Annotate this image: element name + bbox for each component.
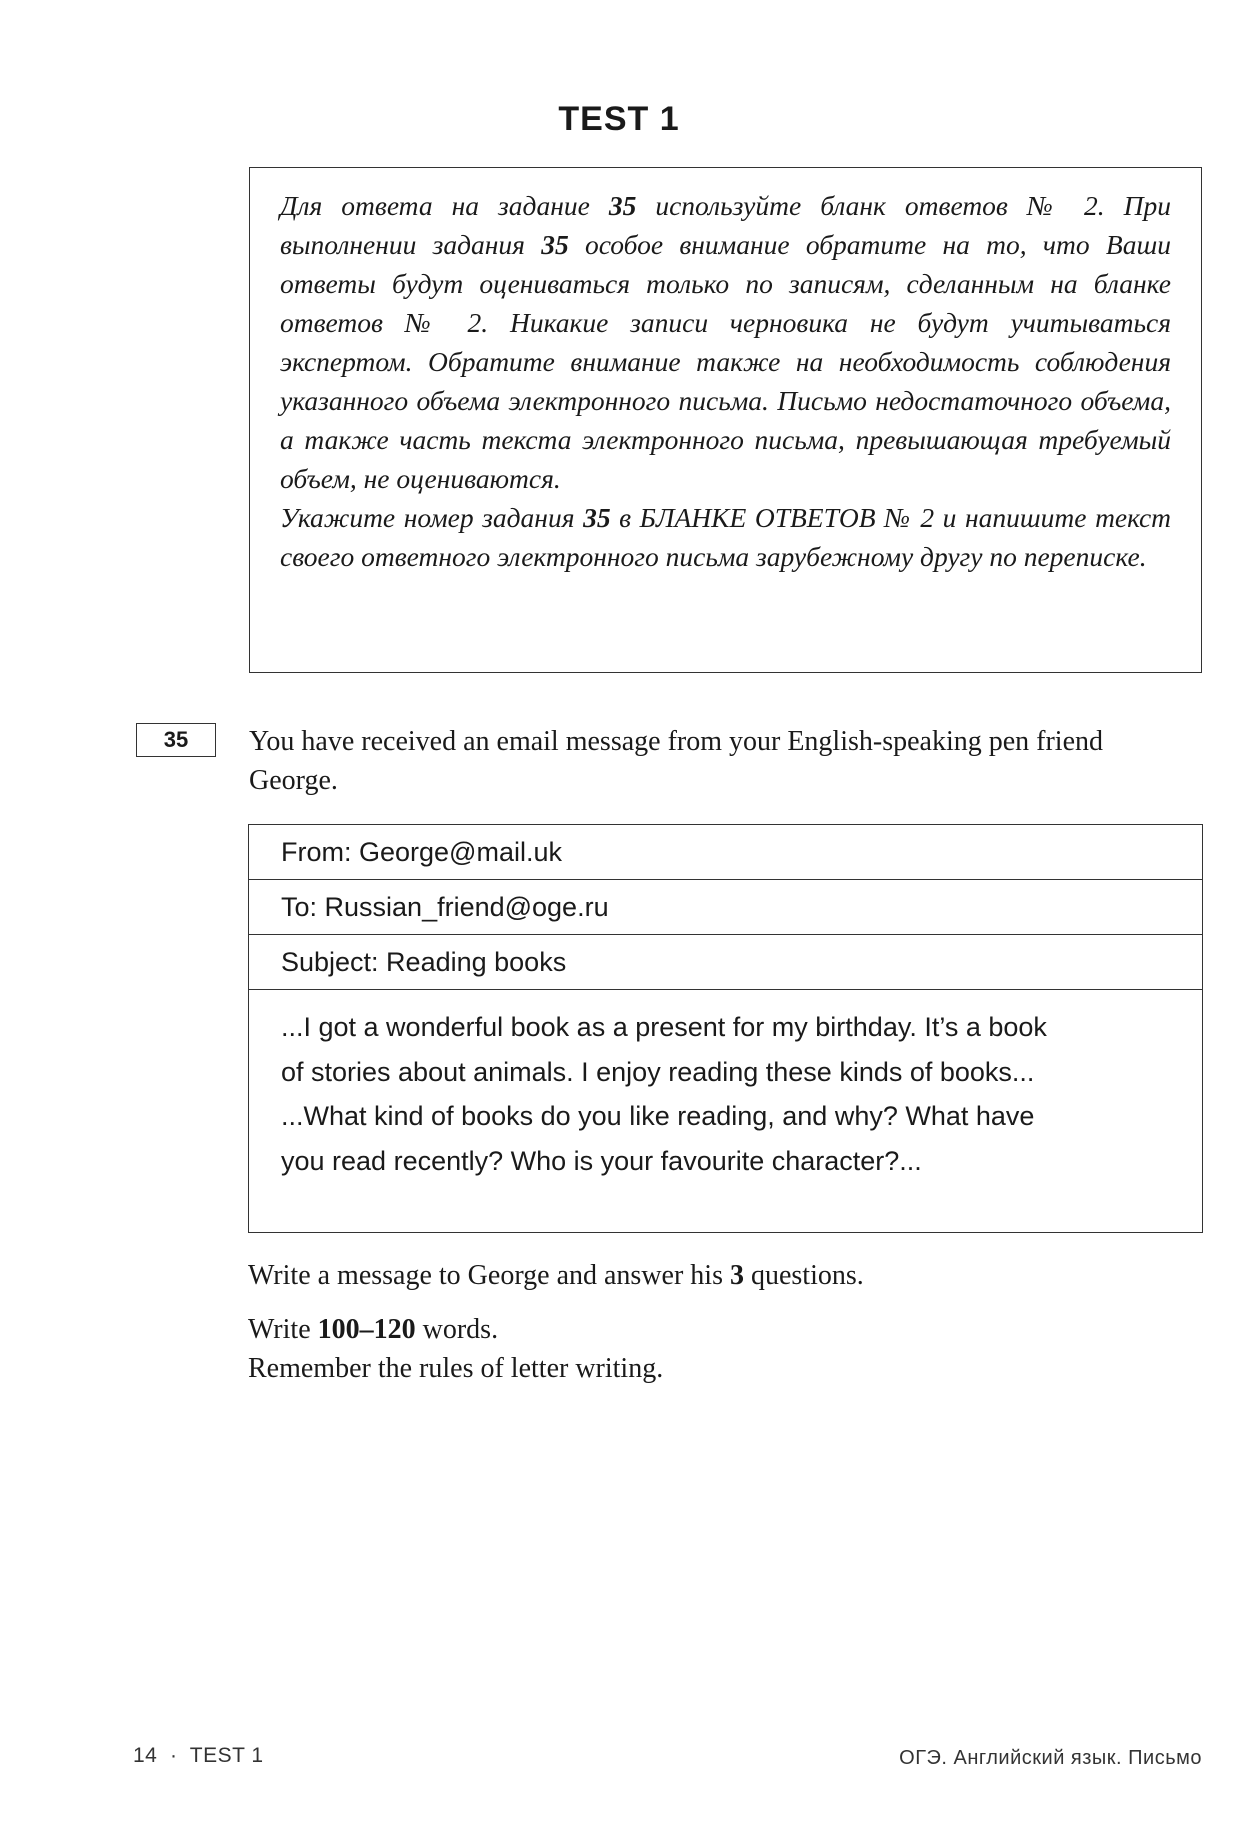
email-subject: Subject: Reading books [249,935,1202,990]
task-number-badge: 35 [136,723,216,757]
email-body [249,990,1202,1183]
instructions-text: в БЛАНКЕ ОТВЕТОВ № 2 и напишите текст своего ответного электронного письма зарубежному другу по переписке. [280,502,1172,572]
instructions-paragraph-2 [280,498,1171,576]
task-number-reference: 35 [608,190,637,221]
question-count: 3 [729,1260,744,1291]
instructions-box [249,167,1202,673]
task-intro: You have received an email message from your English-speaking pen friend George. [249,726,1104,796]
task-instruction-answer [248,1256,1198,1295]
task-text: questions. [743,1260,864,1291]
task-text: Write [248,1314,318,1345]
footer-book-title: ОГЭ. Английский язык. Письмо [899,1747,1202,1769]
instructions-text: особое внимание обратите на то, что Ваши ответы будут оцениваться только по записям, сделанным на бланке ответов № 2. Никакие записи черновика не будут учитываться экспертом. Обратите внимание также на необходимость соблюдения указанного объема электронного письма. Письмо недостаточного объема, а также часть текста электронного письма, превышающая требуемый объем, не оцениваются. [280,229,1171,494]
task-text: words. [415,1314,499,1345]
task-instruction-wordcount [248,1310,1198,1349]
email-body-line: of stories about animals. I enjoy reading these kinds of books... [281,1056,1035,1087]
email-body-line: ...What kind of books do you like reading, and why? What have [281,1101,1035,1131]
instructions-text: Для ответа на задание [280,190,609,221]
email-from: From: George@mail.uk [249,825,1202,880]
task-number-reference: 35 [541,229,569,260]
task-text: Write a message to George and answer his [248,1260,730,1291]
page-title: TEST 1 [558,100,680,138]
email-body-line: ...I got a wonderful book as a present for my birthday. It’s a book [281,1012,1047,1042]
task-number-reference: 35 [583,502,611,533]
email-to: To: Russian_friend@oge.ru [249,880,1202,935]
instructions-text: Укажите номер задания [280,502,584,533]
email-message [248,824,1203,1233]
footer-page-number: 14 · TEST 1 [133,1744,264,1767]
word-count: 100–120 [317,1314,416,1345]
instructions-text: используйте бланк ответов № 2. При выполнении задания [280,190,1171,260]
email-body-line: you read recently? Who is your favourite character?... [281,1145,922,1176]
instructions-paragraph-1 [280,186,1171,498]
task-instruction-rules: Remember the rules of letter writing. [248,1353,664,1384]
